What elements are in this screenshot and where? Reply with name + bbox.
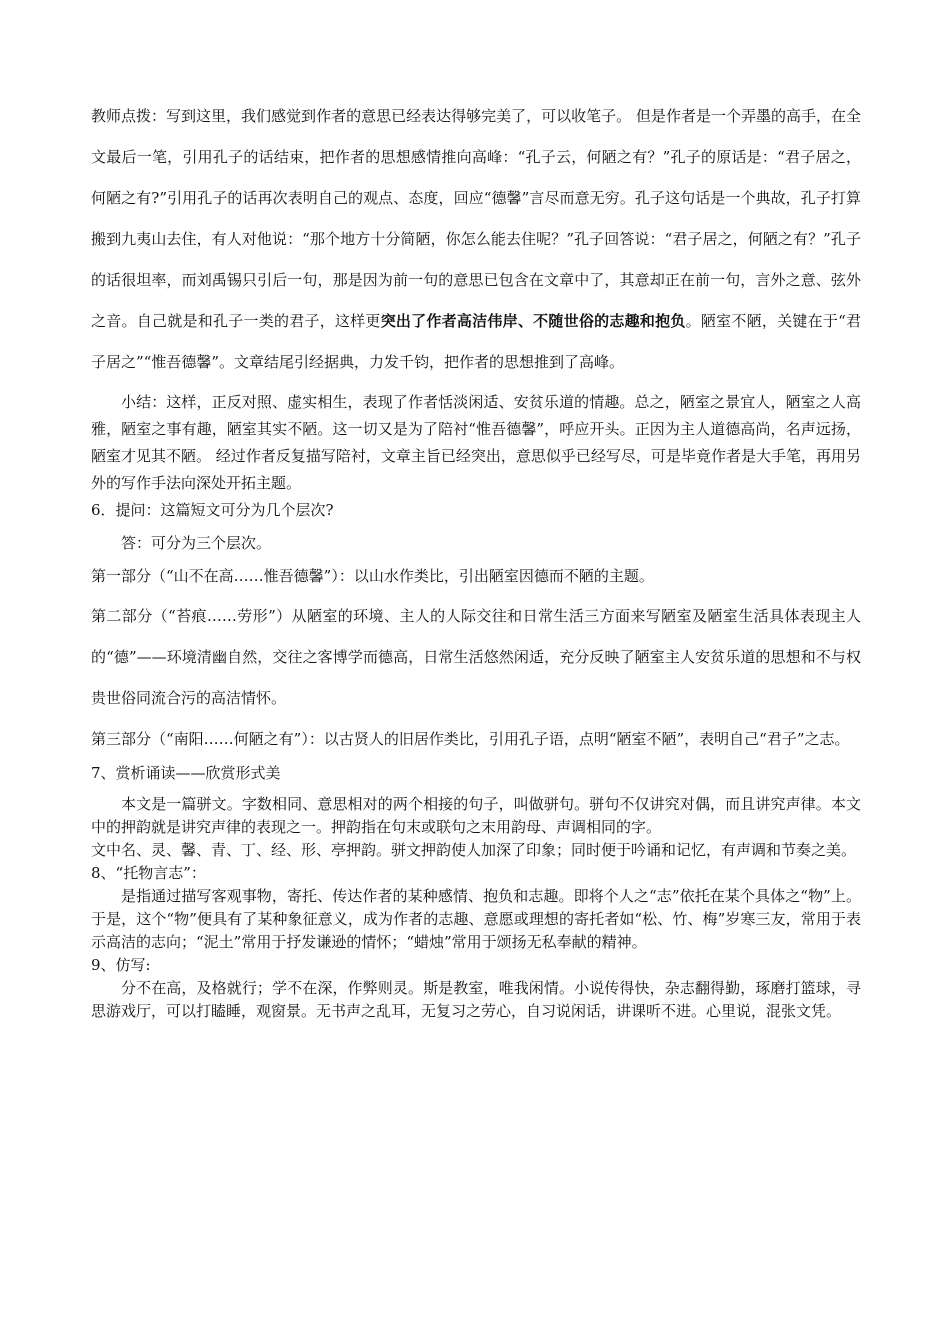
teacher-note-text-1: 教师点拨：写到这里，我们感觉到作者的意思已经表达得够完美了，可以收笔子。 但是作者是一个弄墨的高手，在全文最后一笔，引用孔子的话结束，把作者的思想感情推向高峰：“孔子云，何陋之有？”孔子的原话是：“君子居之，何陋之有?”引用孔子的话再次表明自己的观点、态度，回应“德馨”言尽而意无穷。孔子这句话是一个典故，孔子打算搬到九夷山去住，有人对他说：“那个地方十分简陋，你怎么能去住呢？”孔子回答说：“君子居之，何陋之有？”孔子的话很坦率，而刘禹锡只引后一句，那是因为前一句的意思已包含在文章中了，其意却正在前一句，言外之意、弦外之音。自己就是和孔子一类的君子，这样更 <box>91 107 861 330</box>
question-8-heading: 8、“托物言志”： <box>91 864 206 882</box>
question-8-body: 是指通过描写客观事物，寄托、传达作者的某种感情、抱负和志趣。即将个人之“志”依托在某个具体之“物”上。于是，这个“物”便具有了某种象征意义，成为作者的志趣、意愿或理想的寄托者如“松、竹、梅”岁寒三友，常用于表示高洁的志向；“泥土”常用于抒发谦逊的情怀；“蜡烛”常用于颂扬无私奉献的精神。 <box>91 887 861 951</box>
part-3-paragraph: 第三部分（“南阳……何陋之有”）：以古贤人的旧居作类比，引用孔子语，点明“陋室不陋”，表明自己“君子”之志。 <box>91 730 850 748</box>
teacher-note-bold-text: 突出了作者高洁伟岸、不随世俗的志趣和抱负 <box>380 312 686 330</box>
question-6-answer: 答：可分为三个层次。 <box>121 534 272 552</box>
question-7-body: 本文是一篇骈文。字数相同、意思相对的两个相接的句子，叫做骈句。骈句不仅讲究对偶，而且讲究声律。本文中的押韵就是讲究声律的表现之一。押韵指在句末或联句之末用韵母、声调相同的字。 <box>91 795 861 836</box>
question-7-body-2: 文中名、灵、馨、青、丁、经、形、亭押韵。骈文押韵使人加深了印象；同时便于吟诵和记忆，有声调和节奏之美。 <box>91 841 857 859</box>
teacher-note-text-2: 。陋室不陋，关键在于“君子居之”“惟吾德馨”。文章结尾引经据典，力发千钧，把作者的思想推到了高峰。 <box>91 312 861 371</box>
question-7-heading: 7、赏析诵读——欣赏形式美 <box>91 764 281 782</box>
question-9-heading: 9、仿写: <box>91 956 151 974</box>
teacher-note-paragraph <box>91 96 861 383</box>
question-9-body: 分不在高，及格就行；学不在深，作弊则灵。斯是教室，唯我闲情。小说传得快，杂志翻得勤，琢磨打篮球，寻思游戏厅，可以打瞌睡，观窗景。无书声之乱耳，无复习之劳心，自习说闲话，讲课听不进。心里说，混张文凭。 <box>91 979 861 1020</box>
summary-paragraph: 小结：这样，正反对照、虚实相生，表现了作者恬淡闲适、安贫乐道的情趣。总之，陋室之景宜人，陋室之人高雅，陋室之事有趣，陋室其实不陋。这一切又是为了陪衬“惟吾德馨”，呼应开头。正因为主人道德高尚，名声远扬，陋室才见其不陋。 经过作者反复描写陪衬，文章主旨已经突出，意思似乎已经写尽，可是毕竟作者是大手笔，再用另外的写作手法向深处开拓主题。 <box>91 393 861 492</box>
part-1-paragraph: 第一部分（“山不在高……惟吾德馨”）：以山水作类比，引出陋室因德而不陋的主题。 <box>91 567 654 585</box>
document-page <box>91 96 861 1023</box>
question-6-heading: 6．提问：这篇短文可分为几个层次? <box>91 501 334 519</box>
part-2-paragraph: 第二部分（“苔痕……劳形”）从陋室的环境、主人的人际交往和日常生活三方面来写陋室及陋室生活具体表现主人的“德”——环境清幽自然，交往之客博学而德高，日常生活悠然闲适，充分反映了陋室主人安贫乐道的思想和不与权贵世俗同流合污的高洁情怀。 <box>91 607 861 707</box>
